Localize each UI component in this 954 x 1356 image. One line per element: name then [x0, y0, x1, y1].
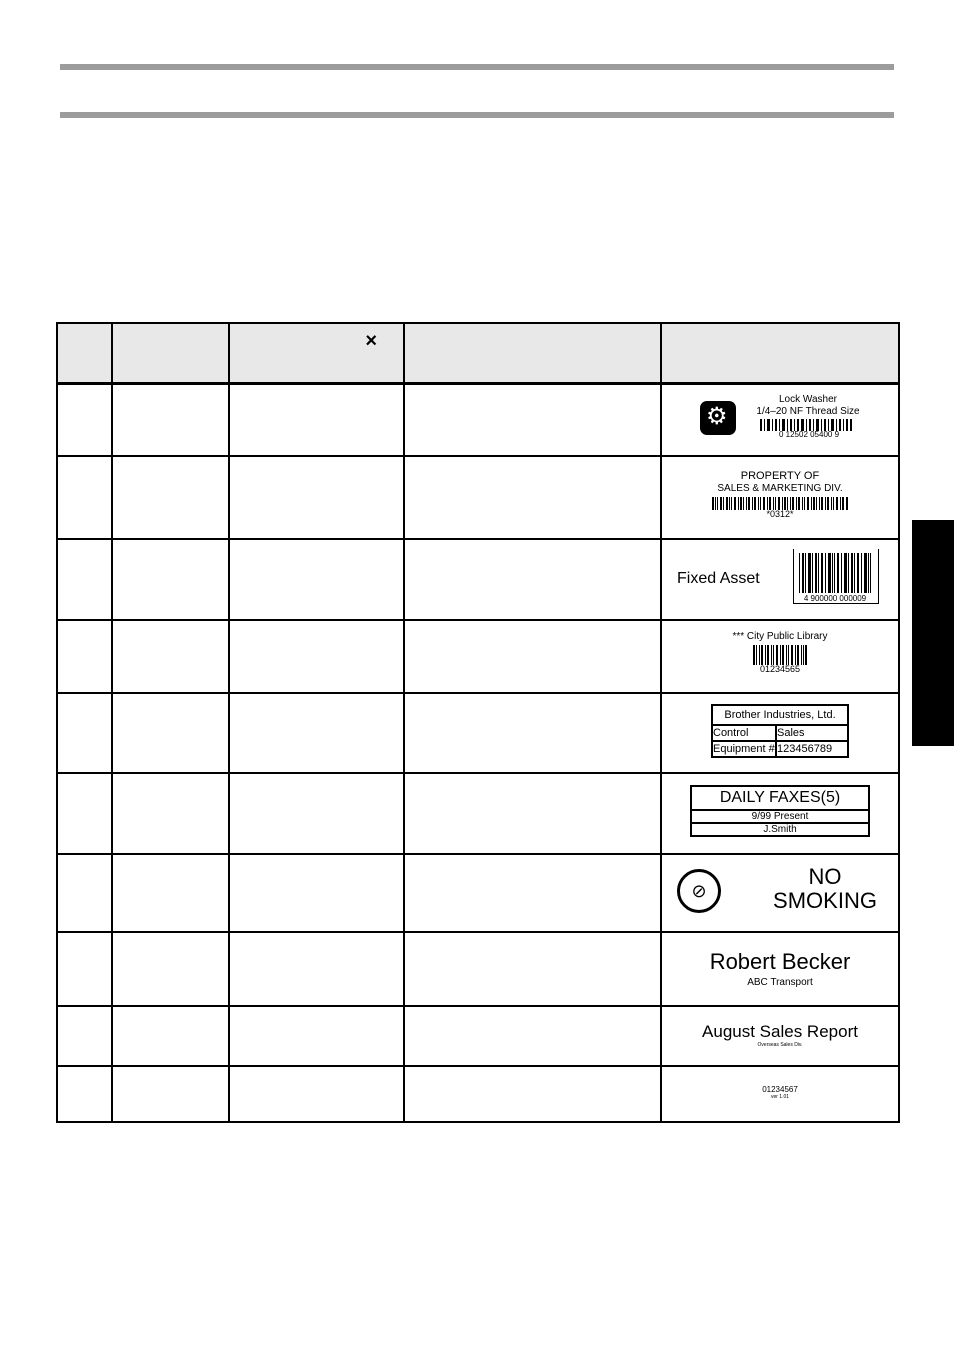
sample-text: 1/4–20 NF Thread Size [756, 406, 860, 418]
second-rule [60, 112, 894, 118]
label-layout-table [56, 322, 900, 1123]
barcode-number: 0 12502 05400 9 [778, 430, 840, 440]
table-row [57, 932, 899, 1006]
sample-cell [661, 383, 899, 456]
sample-text: ver 1.01 [770, 1094, 790, 1100]
barcode-number: *0312* [766, 509, 794, 519]
sample-label-daily-faxes [690, 785, 870, 837]
sample-cell [661, 1066, 899, 1122]
barcode-number: 01234565 [759, 664, 801, 674]
sample-label-equipment [711, 704, 849, 758]
table-row [57, 854, 899, 932]
sample-cell [661, 620, 899, 693]
sample-cell [661, 693, 899, 773]
sample-cell [661, 1006, 899, 1066]
sample-text: J.Smith [691, 823, 869, 836]
sample-text: 9/99 Present [691, 810, 869, 823]
sample-text: Lock Washer [779, 394, 837, 406]
barcode-graphic [753, 645, 807, 665]
header-cell-name [112, 323, 229, 383]
sample-text: PROPERTY OF [740, 470, 820, 482]
header-cell-sample [661, 323, 899, 383]
sample-label-name [685, 949, 875, 988]
sample-text: Control [712, 725, 776, 741]
table-row [57, 1006, 899, 1066]
no-smoking-icon: ⊘ [677, 869, 721, 913]
table-row [57, 539, 899, 620]
sample-text: Brother Industries, Ltd. [712, 705, 848, 725]
sample-label-fixed-asset [677, 549, 883, 605]
sample-text: SMOKING [773, 887, 877, 913]
sample-label-small [740, 1085, 820, 1100]
sample-label-no-smoking [673, 865, 887, 917]
sample-text: Fixed Asset [677, 570, 760, 587]
cross-mark: × [365, 330, 377, 352]
sample-label-report [685, 1022, 875, 1048]
sample-cell [661, 456, 899, 539]
sample-cell [661, 932, 899, 1006]
table-row [57, 693, 899, 773]
sample-text: Sales [776, 725, 848, 741]
sample-text: DAILY FAXES(5) [691, 786, 869, 810]
top-rule [60, 64, 894, 70]
table-row [57, 773, 899, 854]
sample-label-lock-washer [700, 393, 860, 441]
sample-text: August Sales Report [702, 1021, 858, 1041]
sample-text: ABC Transport [747, 976, 813, 988]
sample-cell [661, 854, 899, 932]
table-row [57, 620, 899, 693]
gear-icon: ⚙ [700, 401, 736, 435]
barcode-graphic [799, 553, 871, 593]
sample-text: Equipment # [713, 742, 775, 755]
sample-text: *** City Public Library [732, 631, 828, 642]
header-cell-description [404, 323, 661, 383]
sample-text: 01234567 [762, 1085, 798, 1094]
table-row [57, 383, 899, 456]
sample-label-library [715, 631, 845, 677]
sample-text: NO [808, 863, 842, 889]
chapter-side-tab [912, 520, 954, 746]
sample-text: Overseas Sales Div. [757, 1041, 803, 1048]
header-cell-number [57, 323, 112, 383]
sample-label-property [700, 470, 860, 520]
sample-text: SALES & MARKETING DIV. [717, 483, 843, 494]
header-cell-size [229, 323, 404, 383]
table-header-row [57, 323, 899, 383]
table-row [57, 1066, 899, 1122]
table-row [57, 456, 899, 539]
barcode-number: 4 900000 000009 [803, 594, 867, 603]
sample-cell [661, 773, 899, 854]
sample-cell [661, 539, 899, 620]
sample-text: Robert Becker [709, 948, 851, 974]
sample-text: 123456789 [776, 741, 848, 757]
